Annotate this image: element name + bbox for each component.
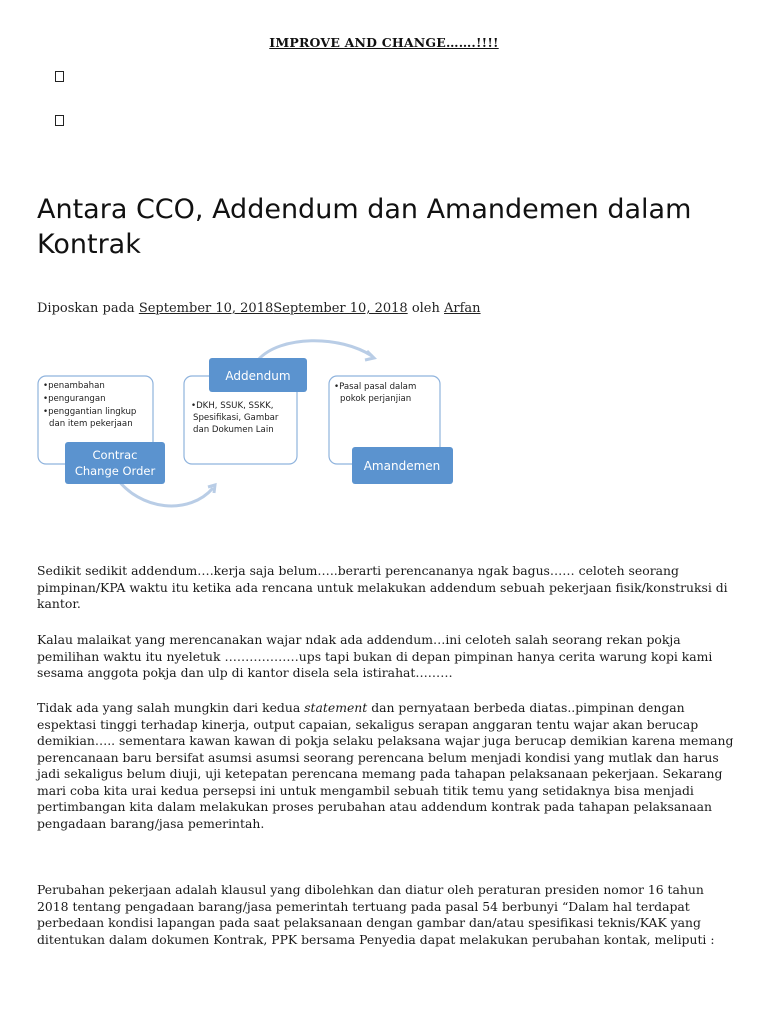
amandemen-item: pokok perjanjian — [340, 394, 412, 404]
addendum-label: Addendum — [225, 369, 291, 383]
paragraph-3 — [37, 700, 737, 832]
meta-by: oleh — [411, 301, 440, 316]
addendum-item: Spesifikasi, Gambar — [193, 413, 279, 423]
paragraph-1: Sedikit sedikit addendum….kerja saja belum…..berarti perencananya ngak bagus…… celoteh seorang pimpinan/KPA waktu itu ketika ada rencana untuk melakukan addendum sebuah pekerjaan fisik/konstruksi di kantor. — [37, 563, 728, 611]
meta-prefix: Diposkan pada — [37, 301, 135, 316]
paragraph-3-text: Tidak ada yang salah mungkin dari kedua — [37, 700, 305, 715]
author-link[interactable]: Arfan — [444, 301, 481, 316]
paragraph-4: Perubahan pekerjaan adalah klausul yang dibolehkan dan diatur oleh peraturan presiden nomor 16 tahun 2018 tentang pengadaan barang/jasa pemerintah tertuang pada pasal 54 berbunyi “Dalam hal terdapat perbedaan kondisi lapangan pada saat pelaksanaan dengan gambar dan/atau spesifikasi teknis/KAK yang ditentukan dalam dokumen Kontrak, PPK bersama Penyedia dapat melakukan perubahan kontak, meliputi : — [37, 882, 715, 947]
paragraph-3-emphasis: statement — [304, 700, 368, 715]
checkbox-glyph-icon — [55, 71, 64, 82]
cco-item: •penggantian lingkup — [43, 407, 137, 417]
date-published-link[interactable]: September 10, 2018 — [138, 301, 274, 316]
cco-item: •penambahan — [43, 381, 105, 391]
addendum-item: dan Dokumen Lain — [193, 425, 274, 435]
header-title: IMPROVE AND CHANGE…….!!!! — [269, 35, 499, 50]
paragraph-3-text: dan pernyataan berbeda diatas..pimpinan dengan espektasi tinggi terhadap kinerja, output capaian, sekaligus serapan anggaran tentu wajar akan berucap demikian….. sementara kawan kawan di pokja selaku pelaksana wajar juga berucap demikian karena memang perencanaan baru bersifat asumsi asumsi seorang perencana belum menjadi kondisi yang mutlak dan harus jadi sekaligus belum diuji, uji ketepatan perencana memang pada tahapan pelaksanaan pekerjaan. Sekarang mari coba kita urai kedua persepsi ini untuk mengambil sebuah titik temu yang setidaknya bisa menjadi pertimbangan kita dalam melakukan proses perubahan atau addendum kontrak pada tahapan pelaksanaan pengadaan barang/jasa pemerintah. — [37, 700, 734, 831]
contract-change-diagram — [30, 330, 470, 520]
amandemen-label: Amandemen — [363, 459, 441, 473]
paragraph-2: Kalau malaikat yang merencanakan wajar ndak ada addendum…ini celoteh salah seorang rekan pokja pemilihan waktu itu nyeletuk ………………ups tapi bukan di depan pimpinan hanya cerita warung kopi kami sesama anggota pokja dan ulp di kantor disela sela istirahat……… — [37, 632, 713, 680]
article-title: Antara CCO, Addendum dan Amandemen dalam Kontrak — [37, 194, 692, 260]
cco-label-line1: Contrac — [92, 448, 138, 462]
date-updated-link[interactable]: September 10, 2018 — [273, 301, 408, 316]
cco-item: dan item pekerjaan — [49, 419, 133, 429]
checkbox-glyph-icon — [55, 115, 64, 126]
arrow-head-icon — [365, 351, 374, 360]
arrow-addendum-to-amandemen — [258, 341, 372, 360]
amandemen-item: •Pasal pasal dalam — [334, 382, 417, 392]
addendum-item: •DKH, SSUK, SSKK, — [191, 401, 274, 411]
article-meta — [37, 301, 481, 316]
cco-item: •pengurangan — [43, 394, 106, 404]
cco-label-line2: Change Order — [74, 464, 156, 478]
